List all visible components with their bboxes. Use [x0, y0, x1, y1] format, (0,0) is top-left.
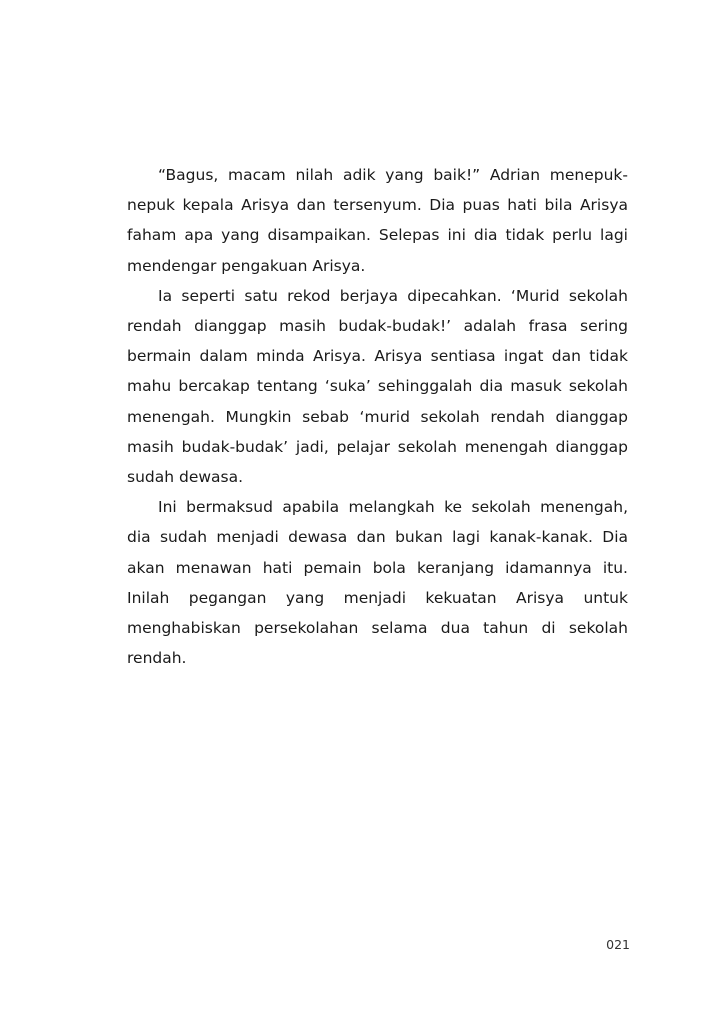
paragraph-3: Ini bermaksud apabila melangkah ke sekolah menengah, dia sudah menjadi dewasa dan bukan lagi kanak-kanak. Dia akan menawan hati pemain bola keranjang idamannya itu. Inilah pegangan yang menjadi kekuatan Arisya untuk menghabiskan persekolahan selama dua tahun di sekolah rendah. [127, 498, 628, 668]
page-number: 021 [606, 937, 630, 952]
body-text [127, 160, 628, 673]
paragraph-2: Ia seperti satu rekod berjaya dipecahkan. ‘Murid sekolah rendah dianggap masih budak-budak!’ adalah frasa sering bermain dalam minda Arisya. Arisya sentiasa ingat dan tidak mahu bercakap tentang ‘suka’ sehinggalah dia masuk sekolah menengah. Mungkin sebab ‘murid sekolah rendah dianggap masih budak-budak’ jadi, pelajar sekolah menengah dianggap sudah dewasa. [127, 286, 628, 487]
paragraph-1: “Bagus, macam nilah adik yang baik!” Adrian menepuk-nepuk kepala Arisya dan tersenyum. Dia puas hati bila Arisya faham apa yang disampaikan. Selepas ini dia tidak perlu lagi mendengar pengakuan Arisya. [127, 166, 628, 275]
